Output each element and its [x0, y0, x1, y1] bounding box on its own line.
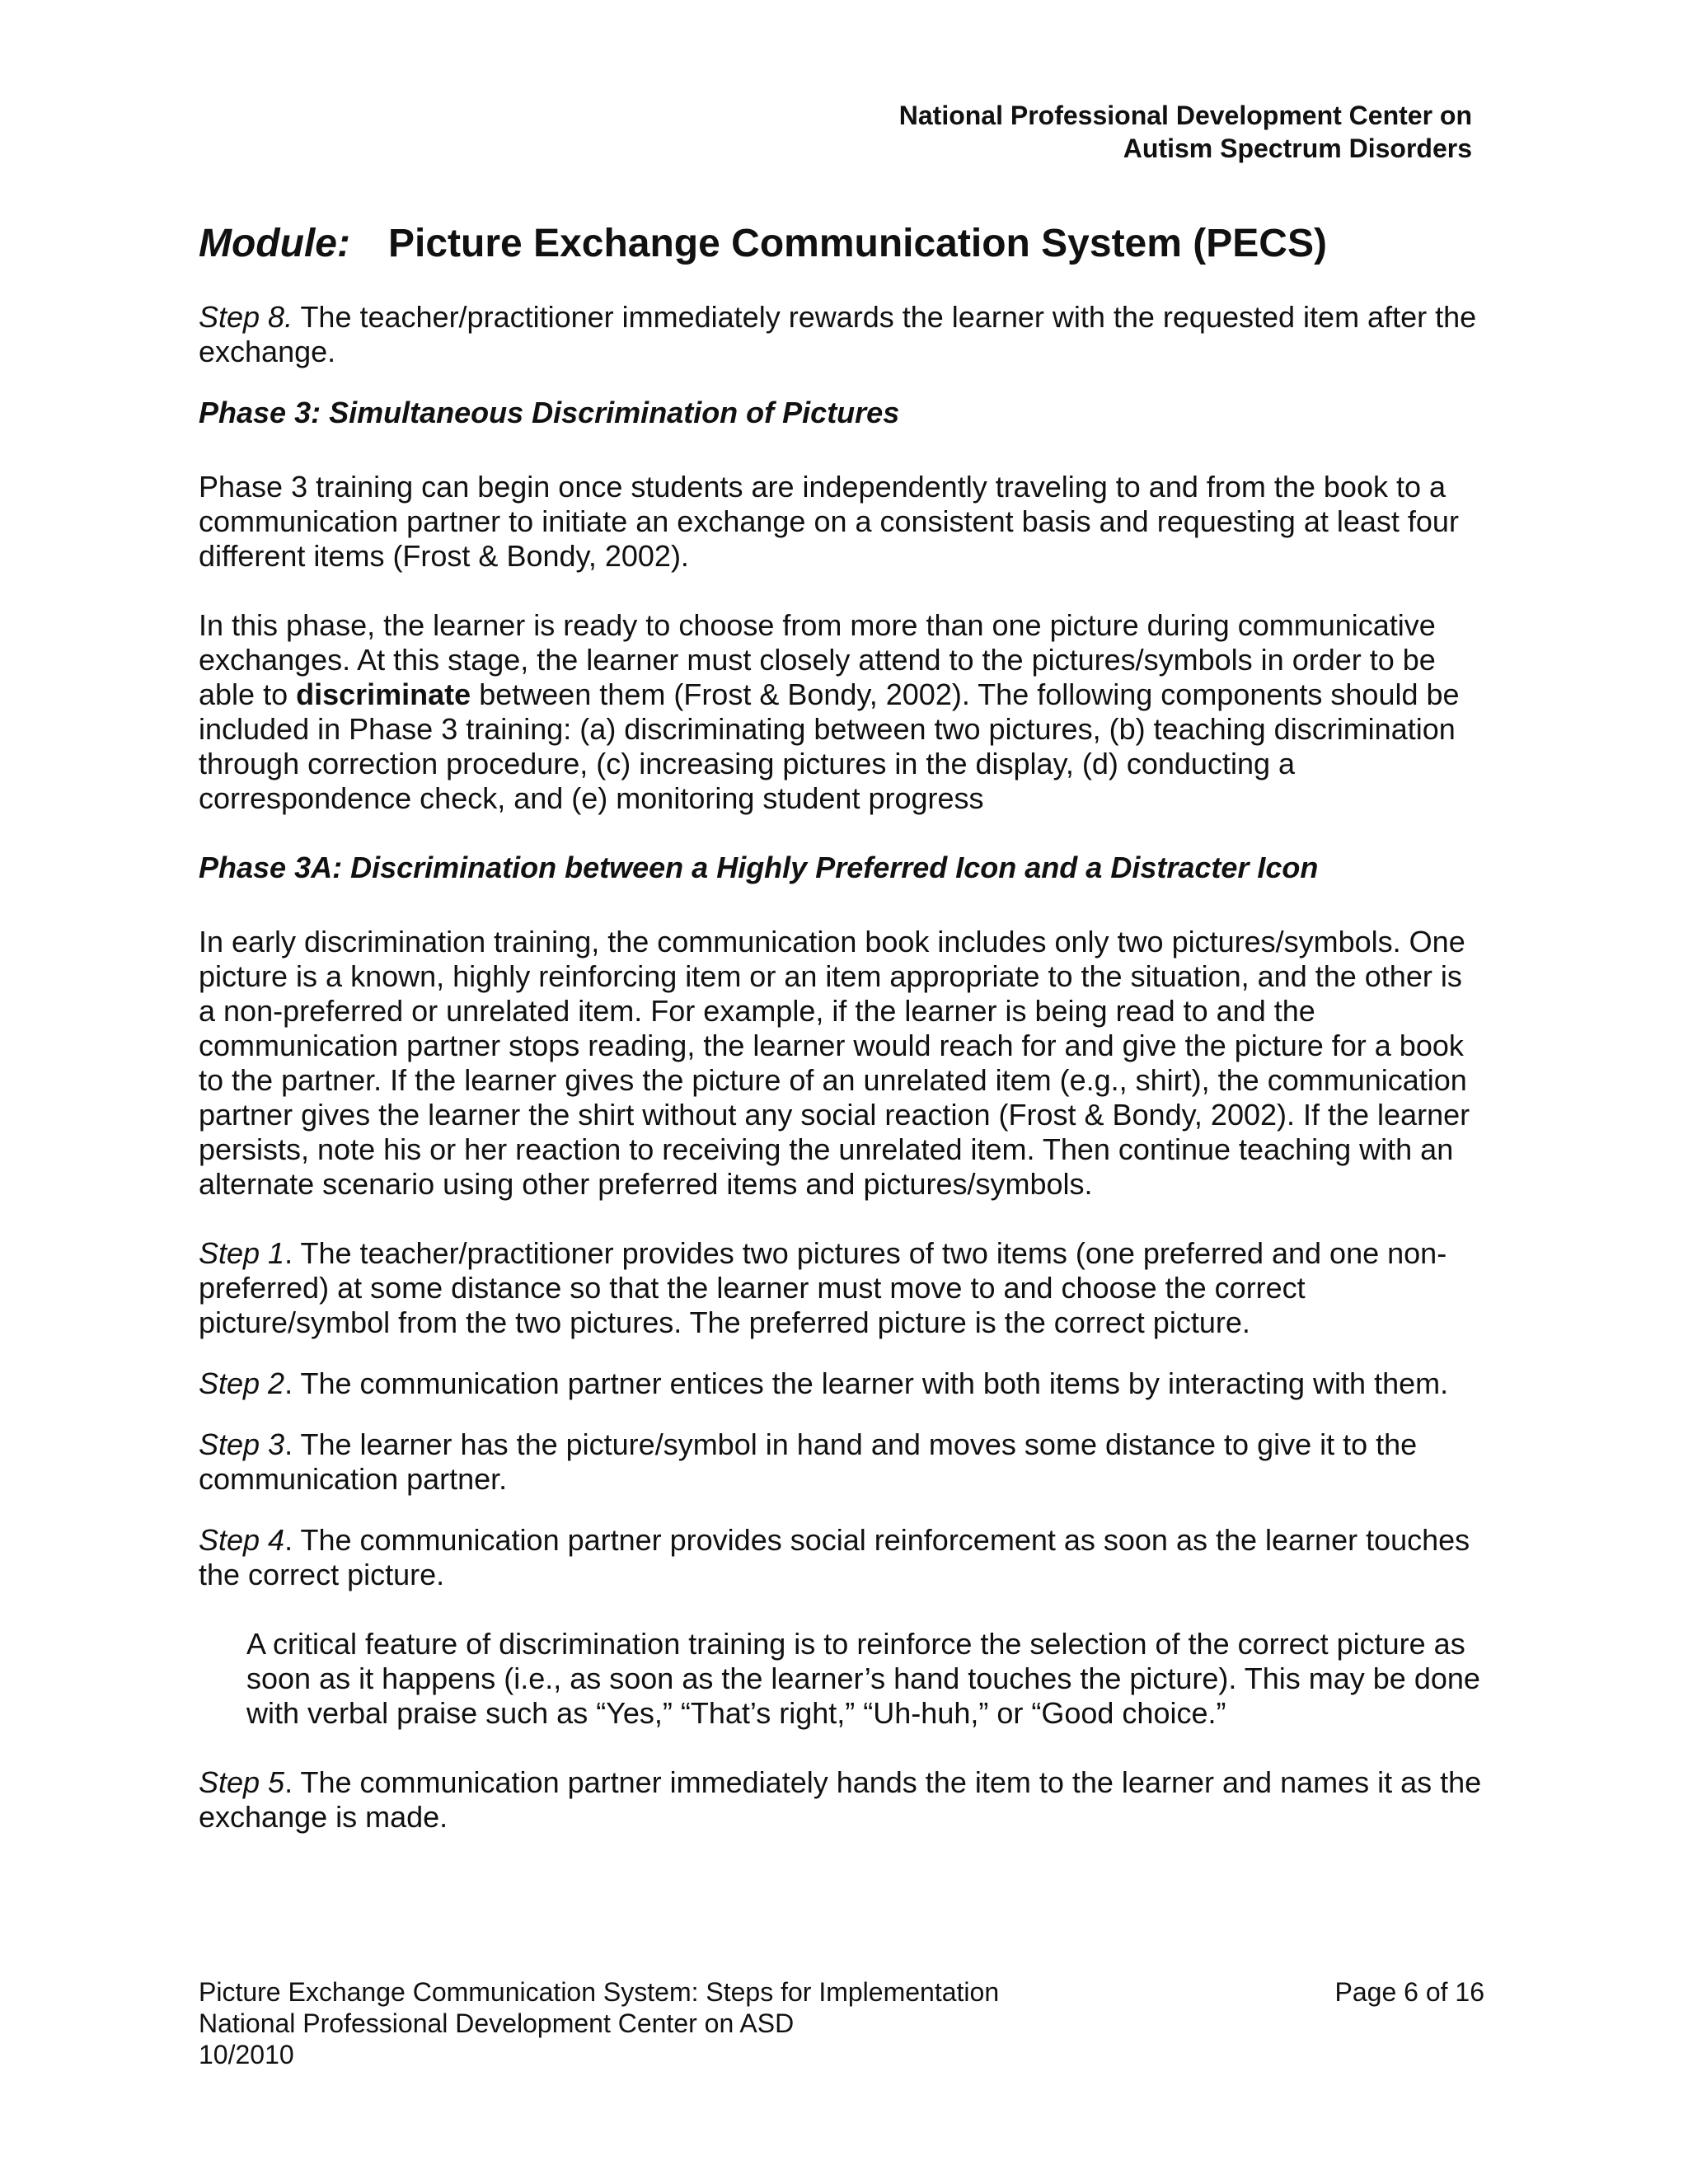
page-footer	[199, 1976, 1484, 2070]
footer-line-2: National Professional Development Center on ASD	[199, 2008, 795, 2038]
step-1-paragraph	[199, 1236, 1484, 1340]
phase-3-paragraph-2-part-1: In this phase, the learner is ready to choose from more than one picture during communicative exchanges. At this stage, the learner must closely attend to the pictures/symbols in order to be able to	[199, 608, 1436, 711]
phase-3-paragraph-1: Phase 3 training can begin once students are independently traveling to and from the book to a communication partner to initiate an exchange on a consistent basis and requesting at least four different items (Frost & Bondy, 2002).	[199, 470, 1459, 573]
step-3-paragraph	[199, 1427, 1484, 1497]
step-1-text: . The teacher/practitioner provides two pictures of two items (one preferred and one non-preferred) at some distance so that the learner must move to and choose the correct picture/symbol from the two pictures. The preferred picture is the correct picture.	[199, 1236, 1447, 1339]
step-2-paragraph	[199, 1366, 1484, 1401]
module-title	[199, 221, 1484, 267]
step-3-text: . The learner has the picture/symbol in hand and moves some distance to give it to the communication partner.	[199, 1427, 1418, 1496]
step-3-label: Step 3	[199, 1427, 285, 1461]
module-name: Picture Exchange Communication System (PECS)	[388, 222, 1327, 265]
phase-3-heading: Phase 3: Simultaneous Discrimination of Pictures	[199, 396, 900, 429]
step-5-label: Step 5	[199, 1765, 285, 1799]
step-8-label: Step 8.	[199, 300, 293, 334]
phase-3-paragraph-2	[199, 608, 1484, 816]
reinforcement-note: A critical feature of discrimination training is to reinforce the selection of the correct picture as soon as it happens (i.e., as soon as the learner’s hand touches the picture). This may be done with verbal praise such as “Yes,” “That’s right,” “Uh-huh,” or “Good choice.”	[246, 1627, 1480, 1730]
footer-info	[199, 1976, 1484, 2070]
step-2-text: . The communication partner entices the learner with both items by interacting with them.	[284, 1366, 1449, 1400]
step-2-label: Step 2	[199, 1366, 285, 1400]
step-5-text: . The communication partner immediately hands the item to the learner and names it as the exchange is made.	[199, 1765, 1482, 1834]
header-line-2: Autism Spectrum Disorders	[1123, 134, 1472, 163]
step-1-label: Step 1	[199, 1236, 285, 1270]
page-number: Page 6 of 16	[1334, 1977, 1484, 2007]
step-4-label: Step 4	[199, 1523, 285, 1557]
step-8-text: The teacher/practitioner immediately rewards the learner with the requested item after the exchange.	[199, 300, 1477, 368]
phase-3a-paragraph: In early discrimination training, the communication book includes only two pictures/symbols. One picture is a known, highly reinforcing item or an item appropriate to the situation, and the other is a non-preferred or unrelated item. For example, if the learner is being read to and the communication partner stops reading, the learner would reach for and give the picture for a book to the partner. If the learner gives the picture of an unrelated item (e.g., shirt), the communication partner gives the learner the shirt without any social reaction (Frost & Bondy, 2002). If the learner persists, note his or her reaction to receiving the unrelated item. Then continue teaching with an alternate scenario using other preferred items and pictures/symbols.	[199, 925, 1470, 1201]
module-label: Module:	[199, 222, 350, 265]
main-content	[199, 221, 1484, 1835]
footer-line-1: Picture Exchange Communication System: Steps for Implementation	[199, 1977, 1000, 2007]
step-5-paragraph	[199, 1765, 1484, 1835]
phase-3a-heading: Phase 3A: Discrimination between a Highly Preferred Icon and a Distracter Icon	[199, 851, 1319, 884]
discriminate-term: discriminate	[296, 677, 471, 711]
footer-line-3: 10/2010	[199, 2040, 294, 2069]
phase-3-paragraph-2-part-2: between them (Frost & Bondy, 2002). The following components should be included in Phase 3 training: (a) discriminating between two pictures, (b) teaching discrimination through correction procedure, (c) increasing pictures in the display, (d) conducting a correspondence check, and (e) monitoring student progress	[199, 677, 1460, 815]
page-header	[899, 99, 1472, 165]
step-8-paragraph	[199, 300, 1484, 369]
step-4-text: . The communication partner provides social reinforcement as soon as the learner touches the correct picture.	[199, 1523, 1470, 1591]
step-4-paragraph	[199, 1523, 1484, 1592]
header-line-1: National Professional Development Center on	[898, 101, 1472, 130]
